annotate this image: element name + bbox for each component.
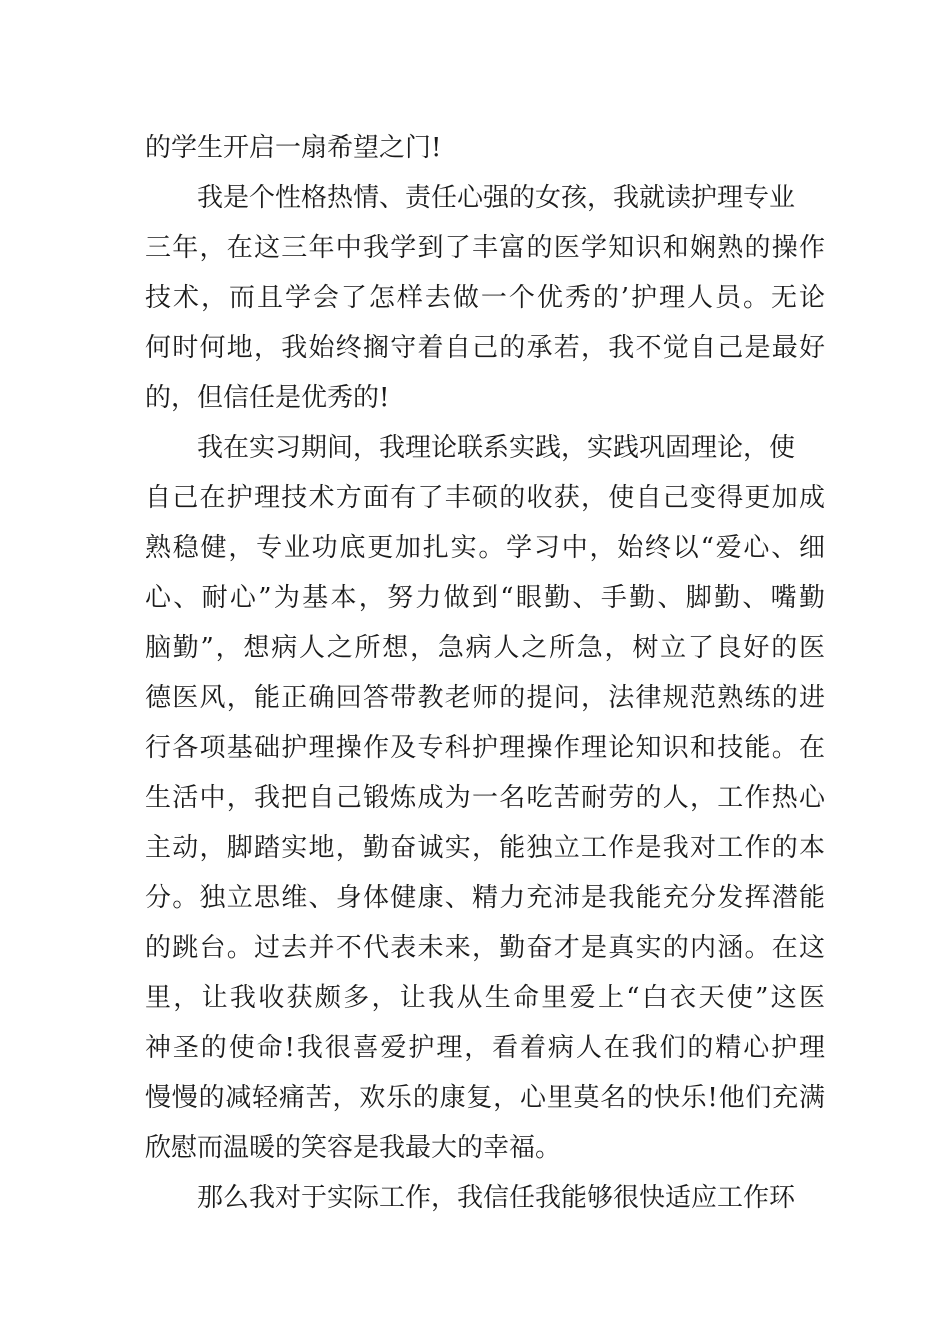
text-line: 主动，脚踏实地，勤奋诚实，能独立工作是我对工作的本 <box>145 833 825 863</box>
text-line: 慢慢的减轻痛苦，欢乐的康复，心里莫名的快乐!他们充满 <box>145 1083 825 1113</box>
text-line: 熟稳健，专业功底更加扎实。学习中，始终以“爱心、细 <box>145 533 825 563</box>
text-line: 心、耐心”为基本，努力做到“眼勤、手勤、脚勤、嘴勤 <box>145 583 825 613</box>
paragraph-first-line: 那么我对于实际工作，我信任我能够很快适应工作环 <box>197 1183 796 1213</box>
text-line: 的学生开启一扇希望之门! <box>145 133 442 163</box>
body-text <box>145 123 825 1223</box>
text-line: 德医风，能正确回答带教老师的提问，法律规范熟练的进 <box>145 683 825 713</box>
text-line: 生活中，我把自己锻炼成为一名吃苦耐劳的人，工作热心 <box>145 783 825 813</box>
text-line: 分。独立思维、身体健康、精力充沛是我能充分发挥潜能 <box>145 883 825 913</box>
paragraph-first-line: 我在实习期间，我理论联系实践，实践巩固理论，使 <box>197 433 796 463</box>
text-line: 三年，在这三年中我学到了丰富的医学知识和娴熟的操作 <box>145 233 825 263</box>
text-line: 技术，而且学会了怎样去做一个优秀的’护理人员。无论 <box>145 283 825 313</box>
text-line: 里，让我收获颇多，让我从生命里爱上“白衣天使”这医 <box>145 983 825 1013</box>
text-line: 的跳台。过去并不代表未来，勤奋才是真实的内涵。在这 <box>145 933 825 963</box>
text-line: 欣慰而温暖的笑容是我最大的幸福。 <box>145 1133 562 1163</box>
text-line: 神圣的使命!我很喜爱护理，看着病人在我们的精心护理 <box>145 1033 825 1063</box>
text-line: 的，但信任是优秀的! <box>145 383 390 413</box>
text-line: 自己在护理技术方面有了丰硕的收获，使自己变得更加成 <box>145 483 825 513</box>
text-line: 脑勤”，想病人之所想，急病人之所急，树立了良好的医 <box>145 633 825 663</box>
text-line: 行各项基础护理操作及专科护理操作理论知识和技能。在 <box>145 733 825 763</box>
paragraph-first-line: 我是个性格热情、责任心强的女孩，我就读护理专业 <box>197 183 796 213</box>
text-line: 何时何地，我始终搁守着自己的承若，我不觉自己是最好 <box>145 333 825 363</box>
